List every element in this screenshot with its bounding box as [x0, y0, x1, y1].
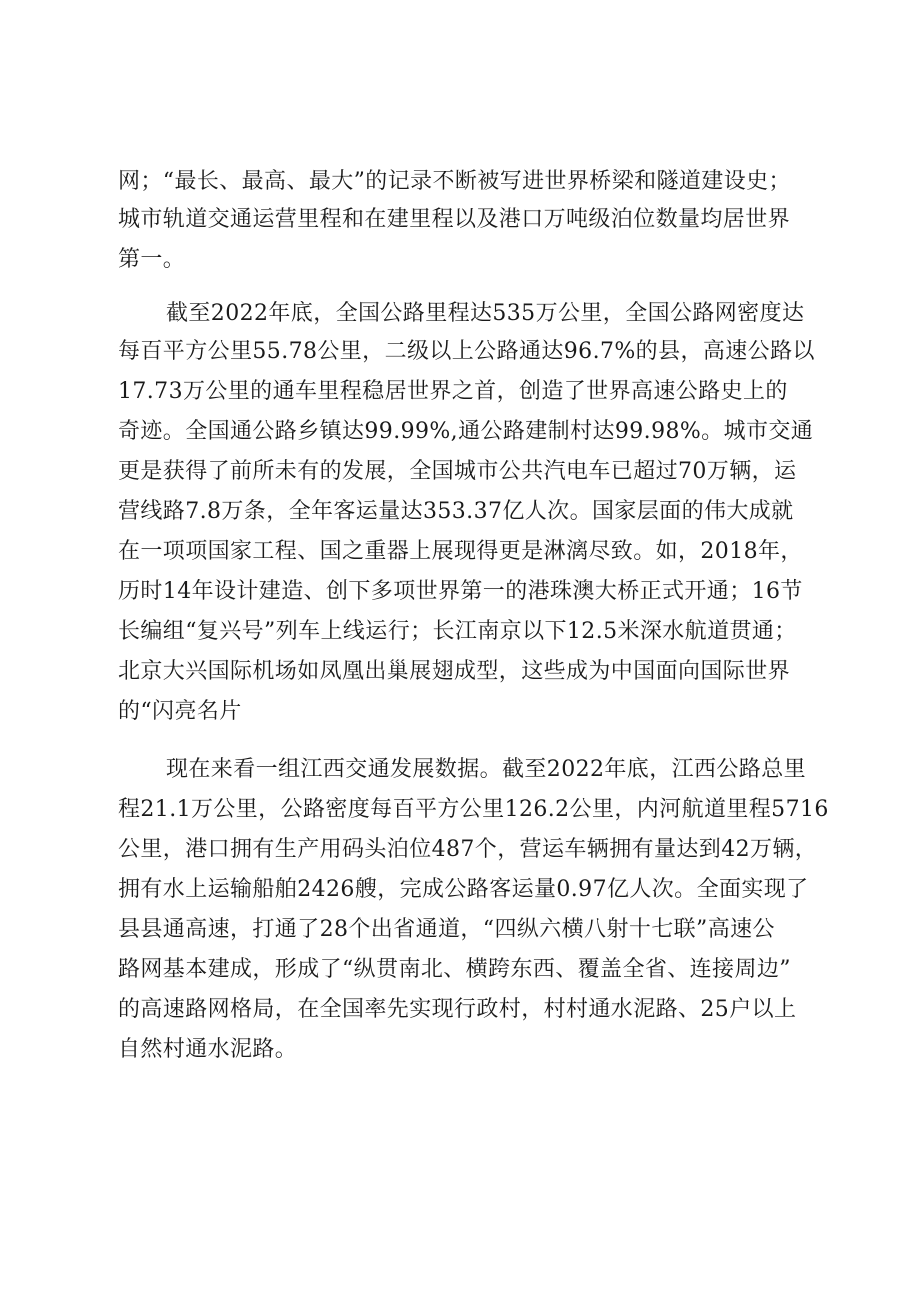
text-line: 奇迹。全国通公路乡镇达99.99%,通公路建制村达99.98%。城市交通: [118, 419, 814, 444]
text-line: 城市轨道交通运营里程和在建里程以及港口万吨级泊位数量均居世界: [118, 207, 791, 232]
text-line: 公里，港口拥有生产用码头泊位487个，营运车辆拥有量达到42万辆，: [118, 837, 818, 862]
text-line: 程21.1万公里，公路密度每百平方公里126.2公里，内河航道里程5716: [118, 797, 829, 822]
text-line: 自然村通水泥路。: [118, 1037, 298, 1062]
text-line: 17.73万公里的通车里程稳居世界之首，创造了世界高速公路史上的: [118, 379, 788, 404]
text-line: 营线路7.8万条，全年客运量达353.37亿人次。国家层面的伟大成就: [118, 499, 794, 524]
text-line: 的“闪亮名片: [118, 699, 242, 724]
text-line: 县县通高速，打通了28个出省通道，“四纵六横八射十七联”高速公: [118, 917, 775, 942]
text-line: 第一。: [118, 247, 186, 272]
text-line: 拥有水上运输船舶2426艘，完成公路客运量0.97亿人次。全面实现了: [118, 877, 809, 902]
text-line: 每百平方公里55.78公里，二级以上公路通达96.7%的县，高速公路以: [118, 339, 815, 364]
text-line: 的高速路网格局，在全国率先实现行政村，村村通水泥路、25户以上: [118, 997, 797, 1022]
paragraph-start-line: 现在来看一组江西交通发展数据。截至2022年底，江西公路总里: [166, 757, 806, 782]
text-line: 长编组“复兴号”列车上线运行；长江南京以下12.5米深水航道贯通；: [118, 619, 797, 644]
text-line: 历时14年设计建造、创下多项世界第一的港珠澳大桥正式开通；16节: [118, 579, 803, 604]
text-line: 北京大兴国际机场如凤凰出巢展翅成型，这些成为中国面向国际世界: [118, 659, 791, 684]
text-line: 路网基本建成，形成了“纵贯南北、横跨东西、覆盖全省、连接周边”: [118, 957, 791, 982]
paragraph-start-line: 截至2022年底，全国公路里程达535万公里，全国公路网密度达: [166, 301, 805, 326]
text-line: 更是获得了前所未有的发展，全国城市公共汽电车已超过70万辆，运: [118, 459, 797, 484]
text-line: 网；“最长、最高、最大”的记录不断被写进世界桥梁和隧道建设史；: [118, 169, 791, 194]
text-line: 在一项项国家工程、国之重器上展现得更是淋漓尽致。如，2018年，: [118, 539, 803, 564]
